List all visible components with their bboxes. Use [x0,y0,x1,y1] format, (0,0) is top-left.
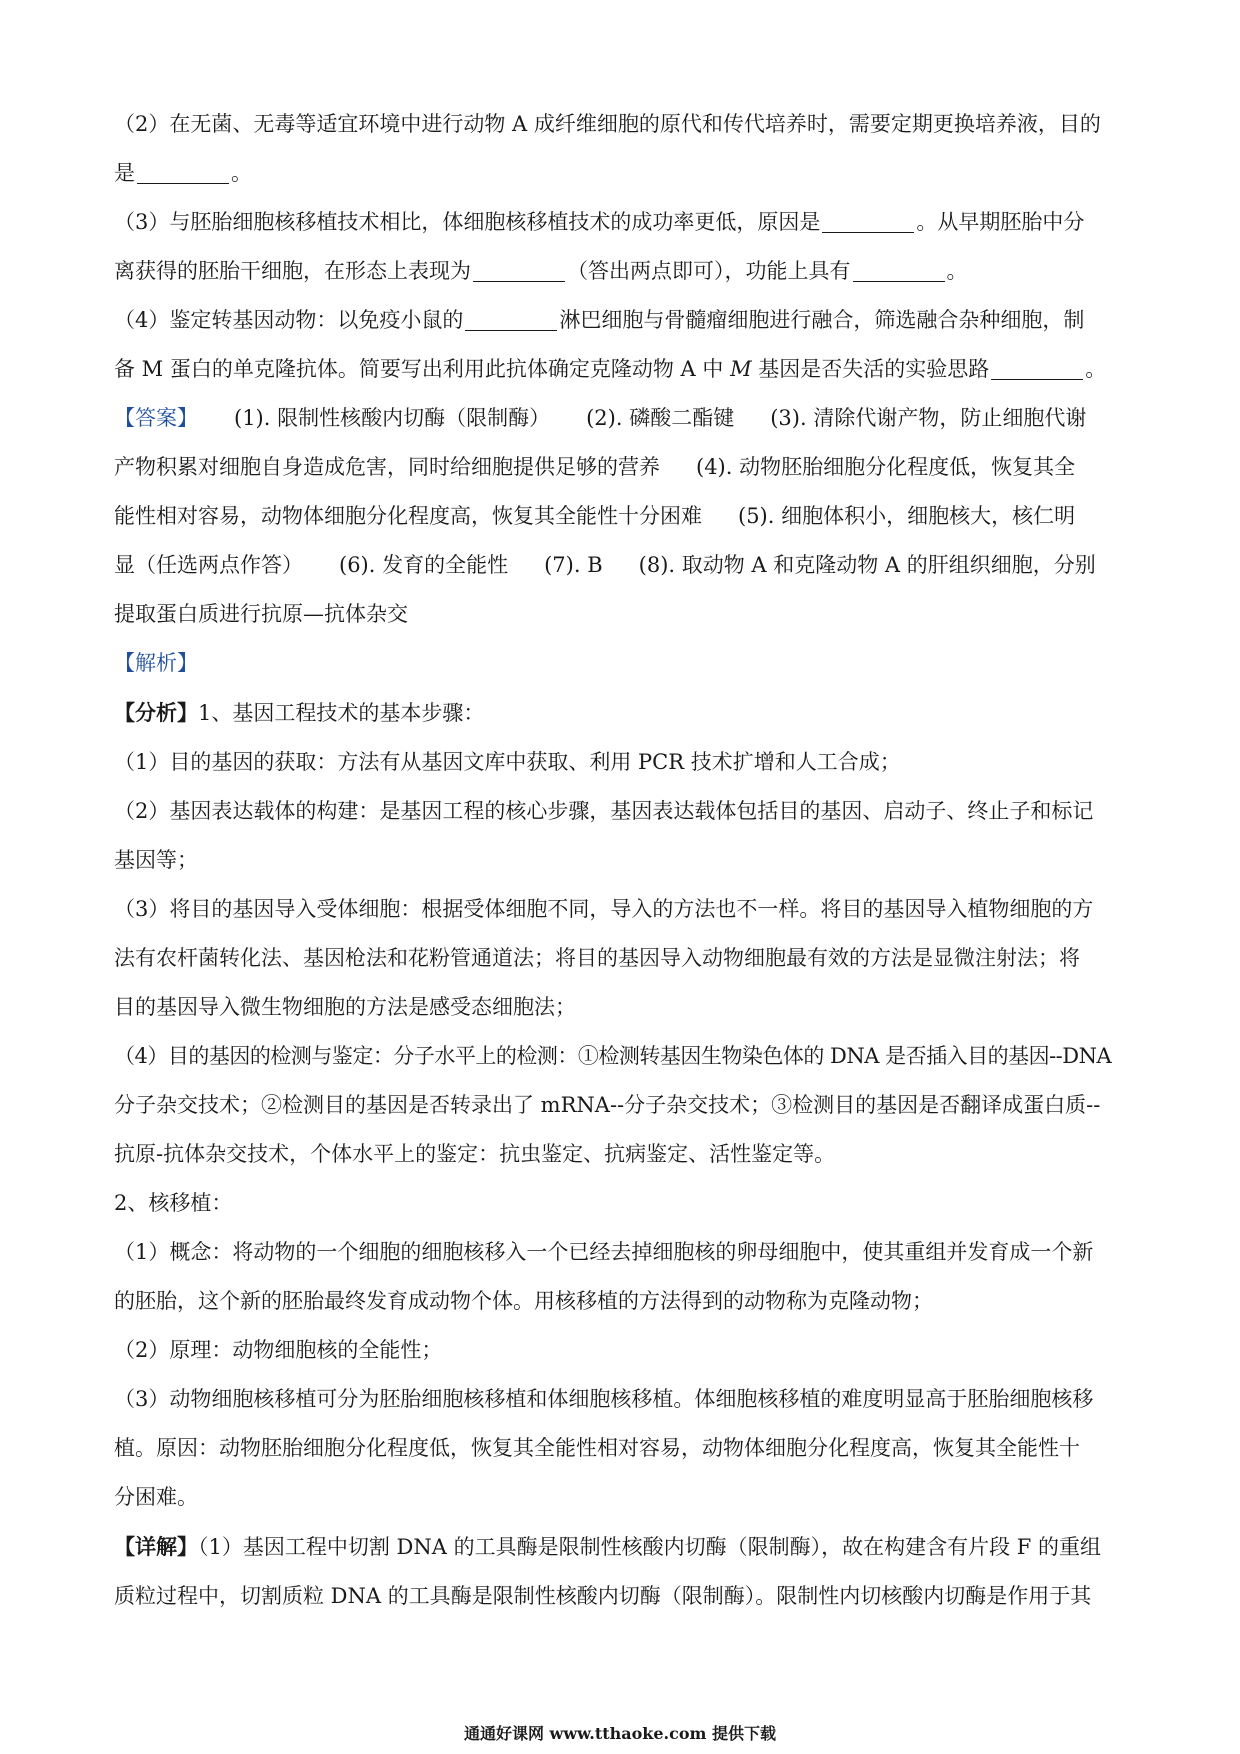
analysis-line: （2）基因表达载体的构建：是基因工程的核心步骤，基因表达载体包括目的基因、启动子、终止子和标记 [114,799,1094,823]
answer-blank [853,260,945,282]
text: 。从早期胚胎中分 [916,210,1085,234]
answer-blank [473,260,565,282]
detail-line [114,1522,1130,1572]
analysis-line: （1）概念：将动物的一个细胞的细胞核移入一个已经去掉细胞核的卵母细胞中，使其重组并发育成一个新 [114,1240,1094,1264]
text: （1）基因工程中切割 DNA 的工具酶是限制性核酸内切酶（限制酶），故在构建含有片段 F 的重组 [198,1535,1102,1559]
question-2-line-2 [114,149,1130,198]
answer-item: (2). 磷酸二酯键 [586,406,735,430]
analysis-line: 植。原因：动物胚胎细胞分化程度低，恢复其全能性相对容易，动物体细胞分化程度高，恢复其全能性十 [114,1436,1080,1460]
answer-item: (3). 清除代谢产物，防止细胞代谢 [770,406,1087,430]
document-body [114,100,1130,1621]
answer-line-5 [114,590,1130,639]
answer-item: (6). 发育的全能性 [339,553,509,577]
answer-item: 显（任选两点作答） [114,553,303,577]
text: 备 M 蛋白的单克隆抗体。简要写出利用此抗体确定克隆动物 A 中 [114,357,724,381]
answer-line-2 [114,443,1130,492]
answer-blank [991,358,1083,380]
analysis-line: （3）将目的基因导入受体细胞：根据受体细胞不同，导入的方法也不一样。将目的基因导入植物细胞的方 [114,897,1094,921]
answer-line-4 [114,541,1130,590]
answer-line-3 [114,492,1130,541]
gene-symbol: M [730,357,752,381]
answer-item: 提取蛋白质进行抗原—抗体杂交 [114,602,408,626]
analysis-line: 抗原-抗体杂交技术，个体水平上的鉴定：抗虫鉴定、抗病鉴定、活性鉴定等。 [114,1142,836,1166]
answer-item: (4). 动物胚胎细胞分化程度低，恢复其全 [696,455,1076,479]
text: 。 [946,259,968,283]
analysis-tag: 【解析】 [114,651,198,675]
text: 基因是否失活的实验思路 [758,357,990,381]
analysis-line: 2、核移植： [114,1191,233,1215]
page-footer: 通通好课网 www.tthaoke.com 提供下载 [463,1724,777,1743]
answer-blank [465,309,557,331]
analysis-line: 分困难。 [114,1485,198,1509]
fenxi-tag: 【分析】 [114,700,198,725]
text: 。 [1085,357,1107,381]
answer-item: 产物积累对细胞自身造成危害，同时给细胞提供足够的营养 [114,455,660,479]
question-3-line-1 [114,198,1130,247]
analysis-line: （2）原理：动物细胞核的全能性； [114,1338,443,1362]
answer-item: (7). B [544,553,603,577]
text: （4）鉴定转基因动物：以免疫小鼠的 [114,308,464,332]
detail-tag: 【详解】 [114,1534,198,1559]
analysis-line: 目的基因导入微生物细胞的方法是感受态细胞法； [114,995,576,1019]
analysis-line: （3）动物细胞核移植可分为胚胎细胞核移植和体细胞核移植。体细胞核移植的难度明显高于胚胎细胞核移 [114,1387,1094,1411]
text: （3）与胚胎细胞核移植技术相比，体细胞核移植技术的成功率更低，原因是 [114,210,821,234]
text: （答出两点即可），功能上具有 [567,259,851,283]
analysis-line: 的胚胎，这个新的胚胎最终发育成动物个体。用核移植的方法得到的动物称为克隆动物； [114,1289,933,1313]
answer-tag: 【答案】 [114,406,198,430]
analysis-heading [114,639,1130,688]
question-2-line-1 [114,100,1130,149]
answer-item: (8). 取动物 A 和克隆动物 A 的肝组织细胞，分别 [638,553,1096,577]
answer-item: (1). 限制性核酸内切酶（限制酶） [234,406,551,430]
analysis-line: 分子杂交技术；②检测目的基因是否转录出了 mRNA--分子杂交技术；③检测目的基因是否翻译成蛋白质-- [114,1093,1101,1117]
answer-item: 能性相对容易，动物体细胞分化程度高，恢复其全能性十分困难 [114,504,702,528]
text: 1、基因工程技术的基本步骤： [198,701,485,725]
question-4-line-2 [114,345,1130,394]
analysis-line: 基因等； [114,848,198,872]
analysis-line: （4）目的基因的检测与鉴定：分子水平上的检测：①检测转基因生物染色体的 DNA 是否插入目的基因--DNA [114,1044,1112,1068]
analysis-line: （1）目的基因的获取：方法有从基因文库中获取、利用 PCR 技术扩增和人工合成； [114,750,901,774]
detail-line: 质粒过程中，切割质粒 DNA 的工具酶是限制性核酸内切酶（限制酶）。限制性内切核酸内切酶是作用于其 [114,1584,1092,1608]
text: 是 [114,161,135,185]
answer-item: (5). 细胞体积小，细胞核大，核仁明 [738,504,1076,528]
answer-line-1 [114,394,1130,443]
text: （2）在无菌、无毒等适宜环境中进行动物 A 成纤维细胞的原代和传代培养时，需要定期更换培养液，目的 [114,112,1101,136]
analysis-line: 法有农杆菌转化法、基因枪法和花粉管通道法；将目的基因导入动物细胞最有效的方法是显微注射法；将 [114,946,1080,970]
answer-blank [137,162,229,184]
answer-blank [822,211,914,233]
analysis-line [114,688,1130,738]
text: 离获得的胚胎干细胞，在形态上表现为 [114,259,471,283]
text: 。 [231,161,252,185]
question-3-line-2 [114,247,1130,296]
text: 淋巴细胞与骨髓瘤细胞进行融合，筛选融合杂种细胞，制 [559,308,1085,332]
question-4-line-1 [114,296,1130,345]
